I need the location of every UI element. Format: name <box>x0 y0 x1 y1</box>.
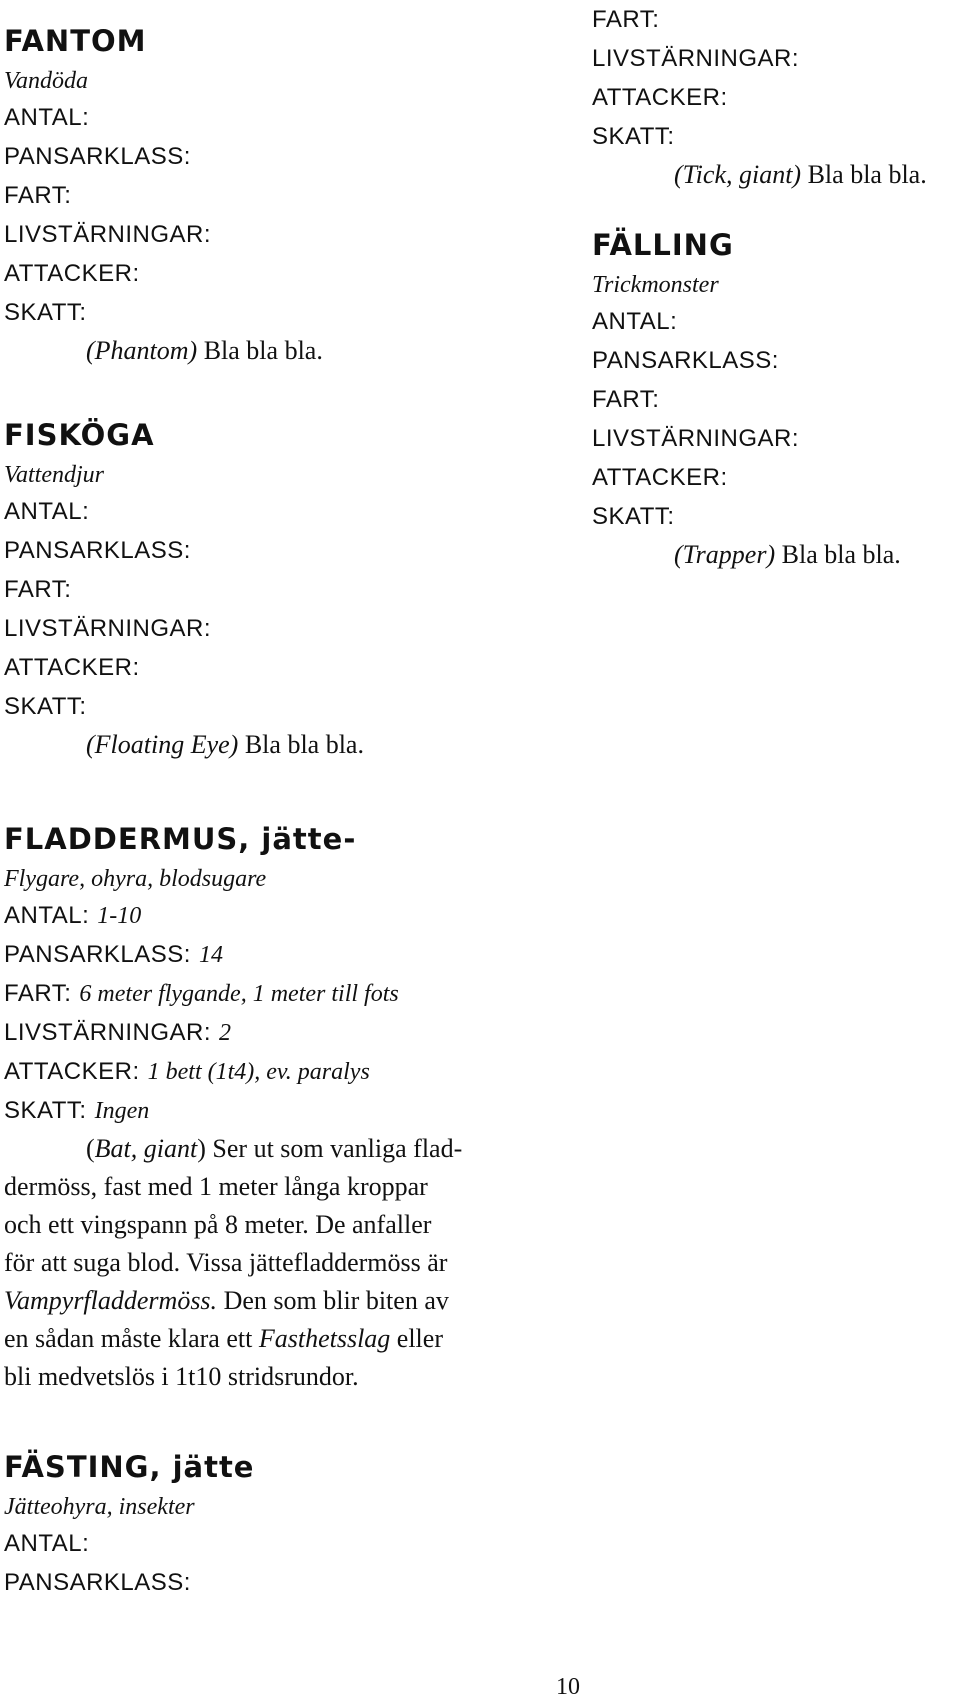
entry-description <box>4 1130 462 1396</box>
description-text: Bla bla bla. <box>801 160 927 189</box>
label-skatt: SKATT: <box>592 123 675 150</box>
entry-falling <box>592 228 901 574</box>
original-name: Bat, giant <box>94 1134 198 1163</box>
value-skatt: Ingen <box>94 1098 150 1124</box>
description-line: dermöss, fast med 1 meter långa kroppar <box>4 1172 428 1201</box>
paren: ) <box>197 1134 206 1163</box>
label-fart: FART: <box>4 182 72 209</box>
label-attacker: ATTACKER: <box>4 654 140 681</box>
entry-title: FÄSTING, jätte <box>4 1450 255 1484</box>
entry-description <box>592 536 901 574</box>
entry-category: Flygare, ohyra, blodsugare <box>4 866 267 892</box>
label-skatt: SKATT: <box>592 503 675 530</box>
value-antal: 1-10 <box>97 903 142 929</box>
value-attacker: 1 bett (1t4), ev. paralys <box>147 1059 370 1085</box>
entry-title: FÄLLING <box>592 228 734 262</box>
label-livstarningar: LIVSTÄRNINGAR: <box>4 1019 212 1046</box>
label-pansarklass: PANSARKLASS: <box>4 143 191 170</box>
entry-category: Jätteohyra, insekter <box>4 1494 195 1520</box>
emphasis-text: Fasthetsslag <box>258 1324 391 1353</box>
label-pansarklass: PANSARKLASS: <box>4 537 191 564</box>
page-number: 10 <box>556 1674 580 1700</box>
entry-title: FANTOM <box>4 24 147 58</box>
label-fart: FART: <box>4 980 72 1007</box>
label-pansarklass: PANSARKLASS: <box>4 941 191 968</box>
label-antal: ANTAL: <box>4 498 90 525</box>
label-attacker: ATTACKER: <box>592 84 728 111</box>
label-attacker: ATTACKER: <box>592 464 728 491</box>
label-pansarklass: PANSARKLASS: <box>592 347 779 374</box>
description-text: Den som blir biten av <box>217 1286 449 1315</box>
label-livstarningar: LIVSTÄRNINGAR: <box>4 615 212 642</box>
entry-fladdermus <box>4 822 462 1396</box>
label-skatt: SKATT: <box>4 693 87 720</box>
value-livstarningar: 2 <box>219 1020 232 1046</box>
label-fart: FART: <box>4 576 72 603</box>
description-text: en sådan måste klara ett <box>4 1324 259 1353</box>
value-pansarklass: 14 <box>198 942 223 968</box>
description-line <box>4 1282 462 1320</box>
entry-description <box>592 156 927 194</box>
label-attacker: ATTACKER: <box>4 1058 140 1085</box>
original-name: (Floating Eye) <box>86 730 239 759</box>
label-livstarningar: LIVSTÄRNINGAR: <box>592 45 800 72</box>
value-fart: 6 meter flygande, 1 meter till fots <box>79 981 399 1007</box>
original-name: (Tick, giant) <box>674 160 802 189</box>
original-name: (Trapper) <box>674 540 776 569</box>
entry-description <box>4 332 323 370</box>
label-fart: FART: <box>592 386 660 413</box>
entry-category: Vattendjur <box>4 462 104 488</box>
entry-category: Vandöda <box>4 68 88 94</box>
label-antal: ANTAL: <box>4 902 90 929</box>
label-skatt: SKATT: <box>4 299 87 326</box>
entry-description <box>4 726 364 764</box>
entry-fantom <box>4 24 323 370</box>
description-text: Bla bla bla. <box>197 336 323 365</box>
label-livstarningar: LIVSTÄRNINGAR: <box>592 425 800 452</box>
label-livstarningar: LIVSTÄRNINGAR: <box>4 221 212 248</box>
description-text: eller <box>390 1324 443 1353</box>
description-text: Ser ut som vanliga flad- <box>205 1134 463 1163</box>
description-line <box>4 1320 462 1358</box>
label-antal: ANTAL: <box>4 1530 90 1557</box>
description-text: Bla bla bla. <box>238 730 364 759</box>
entry-title: FISKÖGA <box>4 418 155 452</box>
description-line: bli medvetslös i 1t10 stridsrundor. <box>4 1362 359 1391</box>
entry-fasting <box>4 1450 254 1602</box>
label-skatt: SKATT: <box>4 1097 87 1124</box>
emphasis-text: Vampyrfladdermöss. <box>4 1286 218 1315</box>
label-antal: ANTAL: <box>592 308 678 335</box>
entry-category: Trickmonster <box>592 272 719 298</box>
paren: ( <box>86 1134 95 1163</box>
label-attacker: ATTACKER: <box>4 260 140 287</box>
original-name: (Phantom) <box>86 336 198 365</box>
description-text: Bla bla bla. <box>775 540 901 569</box>
entry-fiskoga <box>4 418 364 764</box>
entry-fasting-continued <box>592 0 927 194</box>
entry-title: FLADDERMUS, jätte- <box>4 822 357 856</box>
label-pansarklass: PANSARKLASS: <box>4 1569 191 1596</box>
description-line <box>4 1130 462 1168</box>
label-fart: FART: <box>592 6 660 33</box>
description-line: för att suga blod. Vissa jättefladdermöss är <box>4 1248 448 1277</box>
description-line: och ett vingspann på 8 meter. De anfaller <box>4 1210 432 1239</box>
label-antal: ANTAL: <box>4 104 90 131</box>
